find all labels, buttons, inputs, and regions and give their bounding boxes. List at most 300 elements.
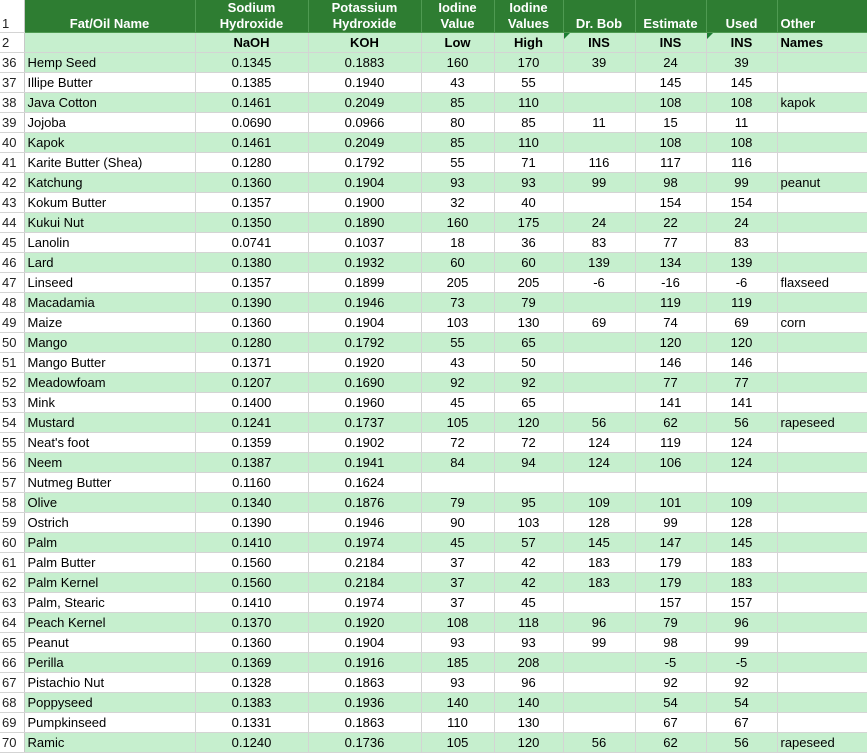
cell-other-names[interactable] <box>777 653 867 673</box>
cell-fat-oil-name[interactable]: Palm, Stearic <box>24 593 195 613</box>
row-number[interactable]: 40 <box>0 133 24 153</box>
cell-drbob-ins[interactable] <box>563 393 635 413</box>
cell-used-ins[interactable]: 124 <box>706 453 777 473</box>
cell-naoh[interactable]: 0.1560 <box>195 553 308 573</box>
header-estimate[interactable]: Estimate <box>635 0 706 33</box>
cell-koh[interactable]: 0.1936 <box>308 693 421 713</box>
cell-iodine-high[interactable]: 50 <box>494 353 563 373</box>
row-number[interactable]: 61 <box>0 553 24 573</box>
cell-iodine-low[interactable]: 37 <box>421 573 494 593</box>
cell-fat-oil-name[interactable]: Neat's foot <box>24 433 195 453</box>
header-iodine-value[interactable] <box>421 0 494 33</box>
cell-other-names[interactable] <box>777 473 867 493</box>
row-number[interactable]: 41 <box>0 153 24 173</box>
cell-estimate-ins[interactable]: 146 <box>635 353 706 373</box>
row-number[interactable]: 69 <box>0 713 24 733</box>
cell-estimate-ins[interactable]: 108 <box>635 133 706 153</box>
cell-estimate-ins[interactable]: 179 <box>635 573 706 593</box>
cell-fat-oil-name[interactable]: Maize <box>24 313 195 333</box>
cell-drbob-ins[interactable]: 124 <box>563 433 635 453</box>
cell-drbob-ins[interactable] <box>563 713 635 733</box>
cell-other-names[interactable] <box>777 293 867 313</box>
cell-koh[interactable]: 0.1792 <box>308 333 421 353</box>
cell-estimate-ins[interactable]: 77 <box>635 233 706 253</box>
cell-used-ins[interactable]: 56 <box>706 733 777 753</box>
header-koh[interactable]: KOH <box>308 33 421 53</box>
cell-koh[interactable]: 0.1737 <box>308 413 421 433</box>
cell-used-ins[interactable]: 92 <box>706 673 777 693</box>
cell-iodine-low[interactable]: 140 <box>421 693 494 713</box>
cell-fat-oil-name[interactable]: Peanut <box>24 633 195 653</box>
cell-other-names[interactable] <box>777 353 867 373</box>
cell-used-ins[interactable]: 139 <box>706 253 777 273</box>
row-number[interactable]: 54 <box>0 413 24 433</box>
cell-koh[interactable]: 0.1920 <box>308 613 421 633</box>
cell-iodine-high[interactable]: 92 <box>494 373 563 393</box>
cell-drbob-ins[interactable]: 183 <box>563 573 635 593</box>
cell-estimate-ins[interactable]: 99 <box>635 513 706 533</box>
cell-other-names[interactable] <box>777 453 867 473</box>
cell-drbob-ins[interactable]: 109 <box>563 493 635 513</box>
cell-koh[interactable]: 0.1904 <box>308 173 421 193</box>
cell-drbob-ins[interactable] <box>563 693 635 713</box>
header-ins-estimate[interactable]: INS <box>635 33 706 53</box>
row-number[interactable]: 49 <box>0 313 24 333</box>
row-number[interactable]: 43 <box>0 193 24 213</box>
cell-iodine-low[interactable]: 85 <box>421 93 494 113</box>
cell-estimate-ins[interactable] <box>635 473 706 493</box>
cell-used-ins[interactable]: 119 <box>706 293 777 313</box>
cell-iodine-low[interactable]: 37 <box>421 593 494 613</box>
cell-naoh[interactable]: 0.1331 <box>195 713 308 733</box>
cell-koh[interactable]: 0.1946 <box>308 293 421 313</box>
cell-estimate-ins[interactable]: 15 <box>635 113 706 133</box>
cell-naoh[interactable]: 0.1410 <box>195 593 308 613</box>
cell-drbob-ins[interactable]: 56 <box>563 413 635 433</box>
cell-koh[interactable]: 0.1900 <box>308 193 421 213</box>
cell-naoh[interactable]: 0.1240 <box>195 733 308 753</box>
cell-iodine-low[interactable]: 32 <box>421 193 494 213</box>
cell-other-names[interactable] <box>777 133 867 153</box>
cell-iodine-low[interactable]: 205 <box>421 273 494 293</box>
cell-naoh[interactable]: 0.1160 <box>195 473 308 493</box>
row-number[interactable]: 52 <box>0 373 24 393</box>
cell-iodine-low[interactable]: 55 <box>421 333 494 353</box>
cell-used-ins[interactable]: 108 <box>706 133 777 153</box>
cell-iodine-high[interactable]: 118 <box>494 613 563 633</box>
header-other[interactable]: Other <box>777 0 867 33</box>
cell-iodine-low[interactable]: 160 <box>421 213 494 233</box>
cell-fat-oil-name[interactable]: Palm Kernel <box>24 573 195 593</box>
cell-used-ins[interactable]: 109 <box>706 493 777 513</box>
cell-drbob-ins[interactable] <box>563 333 635 353</box>
cell-fat-oil-name[interactable]: Mango <box>24 333 195 353</box>
header-ins-used[interactable]: INS <box>706 33 777 53</box>
cell-fat-oil-name[interactable]: Kukui Nut <box>24 213 195 233</box>
cell-naoh[interactable]: 0.1360 <box>195 313 308 333</box>
cell-iodine-high[interactable]: 93 <box>494 173 563 193</box>
cell-estimate-ins[interactable]: 120 <box>635 333 706 353</box>
cell-other-names[interactable] <box>777 593 867 613</box>
cell-koh[interactable]: 0.1904 <box>308 633 421 653</box>
cell-other-names[interactable] <box>777 333 867 353</box>
cell-other-names[interactable]: corn <box>777 313 867 333</box>
cell-estimate-ins[interactable]: 108 <box>635 93 706 113</box>
cell-estimate-ins[interactable]: 141 <box>635 393 706 413</box>
cell-used-ins[interactable]: 83 <box>706 233 777 253</box>
header-high[interactable]: High <box>494 33 563 53</box>
header-iodine-values[interactable] <box>494 0 563 33</box>
cell-drbob-ins[interactable]: -6 <box>563 273 635 293</box>
row-number[interactable]: 2 <box>0 33 24 53</box>
cell-iodine-high[interactable]: 79 <box>494 293 563 313</box>
cell-used-ins[interactable]: 56 <box>706 413 777 433</box>
cell-iodine-high[interactable]: 45 <box>494 593 563 613</box>
cell-koh[interactable]: 0.2049 <box>308 93 421 113</box>
cell-koh[interactable]: 0.1037 <box>308 233 421 253</box>
cell-drbob-ins[interactable] <box>563 353 635 373</box>
cell-iodine-high[interactable] <box>494 473 563 493</box>
row-number[interactable]: 37 <box>0 73 24 93</box>
cell-drbob-ins[interactable]: 83 <box>563 233 635 253</box>
cell-naoh[interactable]: 0.1370 <box>195 613 308 633</box>
cell-fat-oil-name[interactable]: Lanolin <box>24 233 195 253</box>
cell-other-names[interactable]: peanut <box>777 173 867 193</box>
cell-estimate-ins[interactable]: 134 <box>635 253 706 273</box>
row-number[interactable]: 47 <box>0 273 24 293</box>
cell-naoh[interactable]: 0.1390 <box>195 293 308 313</box>
cell-drbob-ins[interactable]: 124 <box>563 453 635 473</box>
cell-iodine-high[interactable]: 175 <box>494 213 563 233</box>
cell-fat-oil-name[interactable]: Linseed <box>24 273 195 293</box>
row-number[interactable]: 57 <box>0 473 24 493</box>
row-number[interactable]: 51 <box>0 353 24 373</box>
cell-fat-oil-name[interactable]: Ramic <box>24 733 195 753</box>
cell-other-names[interactable] <box>777 433 867 453</box>
cell-drbob-ins[interactable] <box>563 373 635 393</box>
cell-iodine-high[interactable]: 205 <box>494 273 563 293</box>
cell-koh[interactable]: 0.2049 <box>308 133 421 153</box>
cell-other-names[interactable] <box>777 673 867 693</box>
cell-drbob-ins[interactable] <box>563 473 635 493</box>
cell-fat-oil-name[interactable]: Karite Butter (Shea) <box>24 153 195 173</box>
cell-used-ins[interactable]: 154 <box>706 193 777 213</box>
cell-drbob-ins[interactable]: 11 <box>563 113 635 133</box>
cell-other-names[interactable] <box>777 513 867 533</box>
row-number[interactable]: 39 <box>0 113 24 133</box>
header-potassium-hydroxide[interactable] <box>308 0 421 33</box>
cell-estimate-ins[interactable]: 98 <box>635 633 706 653</box>
cell-estimate-ins[interactable]: 117 <box>635 153 706 173</box>
cell-used-ins[interactable]: 145 <box>706 73 777 93</box>
cell-naoh[interactable]: 0.1350 <box>195 213 308 233</box>
cell-other-names[interactable]: rapeseed <box>777 413 867 433</box>
cell-iodine-high[interactable]: 71 <box>494 153 563 173</box>
row-number[interactable]: 65 <box>0 633 24 653</box>
cell-estimate-ins[interactable]: 147 <box>635 533 706 553</box>
cell-fat-oil-name[interactable]: Kokum Butter <box>24 193 195 213</box>
cell-drbob-ins[interactable]: 24 <box>563 213 635 233</box>
cell-koh[interactable]: 0.1690 <box>308 373 421 393</box>
cell-iodine-high[interactable]: 103 <box>494 513 563 533</box>
cell-used-ins[interactable]: -5 <box>706 653 777 673</box>
cell-naoh[interactable]: 0.1371 <box>195 353 308 373</box>
cell-koh[interactable]: 0.1890 <box>308 213 421 233</box>
cell-other-names[interactable] <box>777 53 867 73</box>
cell-naoh[interactable]: 0.1280 <box>195 153 308 173</box>
cell-estimate-ins[interactable]: 101 <box>635 493 706 513</box>
cell-naoh[interactable]: 0.1207 <box>195 373 308 393</box>
header-sodium-hydroxide[interactable] <box>195 0 308 33</box>
cell-iodine-low[interactable]: 110 <box>421 713 494 733</box>
cell-fat-oil-name[interactable]: Peach Kernel <box>24 613 195 633</box>
cell-estimate-ins[interactable]: 67 <box>635 713 706 733</box>
cell-naoh[interactable]: 0.1360 <box>195 633 308 653</box>
cell-other-names[interactable] <box>777 533 867 553</box>
cell-koh[interactable]: 0.1916 <box>308 653 421 673</box>
cell-iodine-high[interactable]: 130 <box>494 313 563 333</box>
cell-naoh[interactable]: 0.1360 <box>195 173 308 193</box>
cell-other-names[interactable] <box>777 373 867 393</box>
cell-iodine-high[interactable]: 60 <box>494 253 563 273</box>
cell-iodine-low[interactable] <box>421 473 494 493</box>
header-names[interactable]: Names <box>777 33 867 53</box>
cell-estimate-ins[interactable]: 106 <box>635 453 706 473</box>
cell-other-names[interactable] <box>777 253 867 273</box>
row-number[interactable]: 42 <box>0 173 24 193</box>
cell-estimate-ins[interactable]: 24 <box>635 53 706 73</box>
cell-iodine-low[interactable]: 84 <box>421 453 494 473</box>
row-number[interactable]: 56 <box>0 453 24 473</box>
cell-iodine-high[interactable]: 42 <box>494 573 563 593</box>
cell-fat-oil-name[interactable]: Olive <box>24 493 195 513</box>
cell-fat-oil-name[interactable]: Mango Butter <box>24 353 195 373</box>
cell-iodine-high[interactable]: 95 <box>494 493 563 513</box>
cell-naoh[interactable]: 0.1357 <box>195 193 308 213</box>
cell-estimate-ins[interactable]: 74 <box>635 313 706 333</box>
cell-drbob-ins[interactable]: 128 <box>563 513 635 533</box>
row-number[interactable]: 68 <box>0 693 24 713</box>
cell-iodine-high[interactable]: 130 <box>494 713 563 733</box>
header-dr-bob[interactable]: Dr. Bob <box>563 0 635 33</box>
cell-used-ins[interactable]: 116 <box>706 153 777 173</box>
cell-estimate-ins[interactable]: 179 <box>635 553 706 573</box>
cell-naoh[interactable]: 0.1560 <box>195 573 308 593</box>
cell-iodine-high[interactable]: 36 <box>494 233 563 253</box>
cell-fat-oil-name[interactable]: Nutmeg Butter <box>24 473 195 493</box>
cell-other-names[interactable]: kapok <box>777 93 867 113</box>
cell-used-ins[interactable]: 145 <box>706 533 777 553</box>
row-number[interactable]: 1 <box>0 0 24 33</box>
cell-drbob-ins[interactable]: 116 <box>563 153 635 173</box>
row-number[interactable]: 58 <box>0 493 24 513</box>
cell-fat-oil-name[interactable]: Perilla <box>24 653 195 673</box>
cell-koh[interactable]: 0.1902 <box>308 433 421 453</box>
cell-estimate-ins[interactable]: 98 <box>635 173 706 193</box>
cell-fat-oil-name[interactable]: Kapok <box>24 133 195 153</box>
cell-used-ins[interactable]: 24 <box>706 213 777 233</box>
cell-iodine-low[interactable]: 92 <box>421 373 494 393</box>
cell-iodine-low[interactable]: 105 <box>421 733 494 753</box>
cell-used-ins[interactable]: 96 <box>706 613 777 633</box>
cell-drbob-ins[interactable] <box>563 133 635 153</box>
cell-estimate-ins[interactable]: 54 <box>635 693 706 713</box>
cell-other-names[interactable] <box>777 113 867 133</box>
cell-naoh[interactable]: 0.1241 <box>195 413 308 433</box>
cell-koh[interactable]: 0.1974 <box>308 593 421 613</box>
cell-fat-oil-name[interactable]: Ostrich <box>24 513 195 533</box>
cell-used-ins[interactable]: 141 <box>706 393 777 413</box>
cell-iodine-low[interactable]: 85 <box>421 133 494 153</box>
cell-naoh[interactable]: 0.1410 <box>195 533 308 553</box>
cell-iodine-low[interactable]: 80 <box>421 113 494 133</box>
cell-used-ins[interactable]: -6 <box>706 273 777 293</box>
row-number[interactable]: 48 <box>0 293 24 313</box>
cell-iodine-high[interactable]: 96 <box>494 673 563 693</box>
cell-iodine-low[interactable]: 93 <box>421 173 494 193</box>
cell-naoh[interactable]: 0.1328 <box>195 673 308 693</box>
cell-used-ins[interactable]: 183 <box>706 553 777 573</box>
row-number[interactable]: 70 <box>0 733 24 753</box>
cell-estimate-ins[interactable]: 119 <box>635 293 706 313</box>
cell-fat-oil-name[interactable]: Mustard <box>24 413 195 433</box>
cell-used-ins[interactable]: 99 <box>706 173 777 193</box>
cell-naoh[interactable]: 0.1385 <box>195 73 308 93</box>
cell-estimate-ins[interactable]: 145 <box>635 73 706 93</box>
cell-fat-oil-name[interactable]: Mink <box>24 393 195 413</box>
cell-iodine-high[interactable]: 208 <box>494 653 563 673</box>
header-naoh[interactable]: NaOH <box>195 33 308 53</box>
cell-iodine-low[interactable]: 90 <box>421 513 494 533</box>
cell-iodine-high[interactable]: 93 <box>494 633 563 653</box>
cell-used-ins[interactable]: 77 <box>706 373 777 393</box>
cell-fat-oil-name[interactable]: Lard <box>24 253 195 273</box>
cell-other-names[interactable] <box>777 553 867 573</box>
cell-drbob-ins[interactable] <box>563 673 635 693</box>
cell-fat-oil-name[interactable]: Palm Butter <box>24 553 195 573</box>
cell-iodine-high[interactable]: 40 <box>494 193 563 213</box>
cell-iodine-high[interactable]: 57 <box>494 533 563 553</box>
cell-iodine-high[interactable]: 170 <box>494 53 563 73</box>
cell-estimate-ins[interactable]: -16 <box>635 273 706 293</box>
cell-used-ins[interactable]: 11 <box>706 113 777 133</box>
cell-other-names[interactable]: rapeseed <box>777 733 867 753</box>
cell-used-ins[interactable]: 157 <box>706 593 777 613</box>
header-low[interactable]: Low <box>421 33 494 53</box>
cell-drbob-ins[interactable] <box>563 293 635 313</box>
cell-koh[interactable]: 0.1904 <box>308 313 421 333</box>
cell-iodine-high[interactable]: 85 <box>494 113 563 133</box>
cell-other-names[interactable] <box>777 193 867 213</box>
cell-iodine-low[interactable]: 73 <box>421 293 494 313</box>
cell-fat-oil-name[interactable]: Illipe Butter <box>24 73 195 93</box>
cell-other-names[interactable] <box>777 493 867 513</box>
cell-estimate-ins[interactable]: 22 <box>635 213 706 233</box>
cell-drbob-ins[interactable]: 99 <box>563 173 635 193</box>
row-number[interactable]: 59 <box>0 513 24 533</box>
cell-iodine-low[interactable]: 103 <box>421 313 494 333</box>
cell-drbob-ins[interactable]: 56 <box>563 733 635 753</box>
cell-other-names[interactable] <box>777 393 867 413</box>
cell-koh[interactable]: 0.2184 <box>308 573 421 593</box>
cell-naoh[interactable]: 0.1280 <box>195 333 308 353</box>
cell-other-names[interactable] <box>777 613 867 633</box>
cell-fat-oil-name[interactable]: Macadamia <box>24 293 195 313</box>
cell-naoh[interactable]: 0.0741 <box>195 233 308 253</box>
cell-naoh[interactable]: 0.1461 <box>195 93 308 113</box>
row-number[interactable]: 38 <box>0 93 24 113</box>
cell-iodine-high[interactable]: 120 <box>494 733 563 753</box>
cell-iodine-low[interactable]: 37 <box>421 553 494 573</box>
cell-drbob-ins[interactable]: 145 <box>563 533 635 553</box>
cell-used-ins[interactable]: 108 <box>706 93 777 113</box>
cell-other-names[interactable] <box>777 693 867 713</box>
cell-drbob-ins[interactable]: 69 <box>563 313 635 333</box>
row-number[interactable]: 62 <box>0 573 24 593</box>
cell-fat-oil-name[interactable]: Pistachio Nut <box>24 673 195 693</box>
row-number[interactable]: 53 <box>0 393 24 413</box>
cell-naoh[interactable]: 0.1345 <box>195 53 308 73</box>
cell-fat-oil-name[interactable]: Katchung <box>24 173 195 193</box>
cell-estimate-ins[interactable]: 154 <box>635 193 706 213</box>
cell-koh[interactable]: 0.1883 <box>308 53 421 73</box>
cell-fat-oil-name[interactable]: Neem <box>24 453 195 473</box>
cell-koh[interactable]: 0.1946 <box>308 513 421 533</box>
row-number[interactable]: 46 <box>0 253 24 273</box>
row-number[interactable]: 64 <box>0 613 24 633</box>
cell-drbob-ins[interactable] <box>563 73 635 93</box>
cell-other-names[interactable] <box>777 573 867 593</box>
row-number[interactable]: 67 <box>0 673 24 693</box>
cell-used-ins[interactable] <box>706 473 777 493</box>
cell-naoh[interactable]: 0.1340 <box>195 493 308 513</box>
cell-iodine-low[interactable]: 108 <box>421 613 494 633</box>
cell-estimate-ins[interactable]: 92 <box>635 673 706 693</box>
cell-drbob-ins[interactable] <box>563 653 635 673</box>
cell-iodine-low[interactable]: 45 <box>421 533 494 553</box>
cell-iodine-low[interactable]: 185 <box>421 653 494 673</box>
cell-koh[interactable]: 0.1624 <box>308 473 421 493</box>
cell-iodine-low[interactable]: 43 <box>421 73 494 93</box>
cell-other-names[interactable] <box>777 153 867 173</box>
cell-fat-oil-name[interactable]: Meadowfoam <box>24 373 195 393</box>
cell-iodine-low[interactable]: 93 <box>421 633 494 653</box>
cell-other-names[interactable] <box>777 213 867 233</box>
header-blank-cell[interactable] <box>24 33 195 53</box>
cell-iodine-low[interactable]: 93 <box>421 673 494 693</box>
header-fat-oil-name[interactable]: Fat/Oil Name <box>24 0 195 33</box>
cell-used-ins[interactable]: 69 <box>706 313 777 333</box>
cell-naoh[interactable]: 0.1387 <box>195 453 308 473</box>
cell-fat-oil-name[interactable]: Poppyseed <box>24 693 195 713</box>
cell-iodine-high[interactable]: 110 <box>494 93 563 113</box>
cell-iodine-low[interactable]: 18 <box>421 233 494 253</box>
cell-iodine-low[interactable]: 72 <box>421 433 494 453</box>
cell-koh[interactable]: 0.1932 <box>308 253 421 273</box>
cell-iodine-high[interactable]: 94 <box>494 453 563 473</box>
cell-koh[interactable]: 0.0966 <box>308 113 421 133</box>
cell-other-names[interactable] <box>777 633 867 653</box>
cell-fat-oil-name[interactable]: Jojoba <box>24 113 195 133</box>
row-number[interactable]: 44 <box>0 213 24 233</box>
cell-naoh[interactable]: 0.1383 <box>195 693 308 713</box>
cell-fat-oil-name[interactable]: Java Cotton <box>24 93 195 113</box>
cell-fat-oil-name[interactable]: Hemp Seed <box>24 53 195 73</box>
cell-koh[interactable]: 0.1863 <box>308 673 421 693</box>
cell-naoh[interactable]: 0.1461 <box>195 133 308 153</box>
cell-other-names[interactable] <box>777 233 867 253</box>
cell-used-ins[interactable]: 39 <box>706 53 777 73</box>
